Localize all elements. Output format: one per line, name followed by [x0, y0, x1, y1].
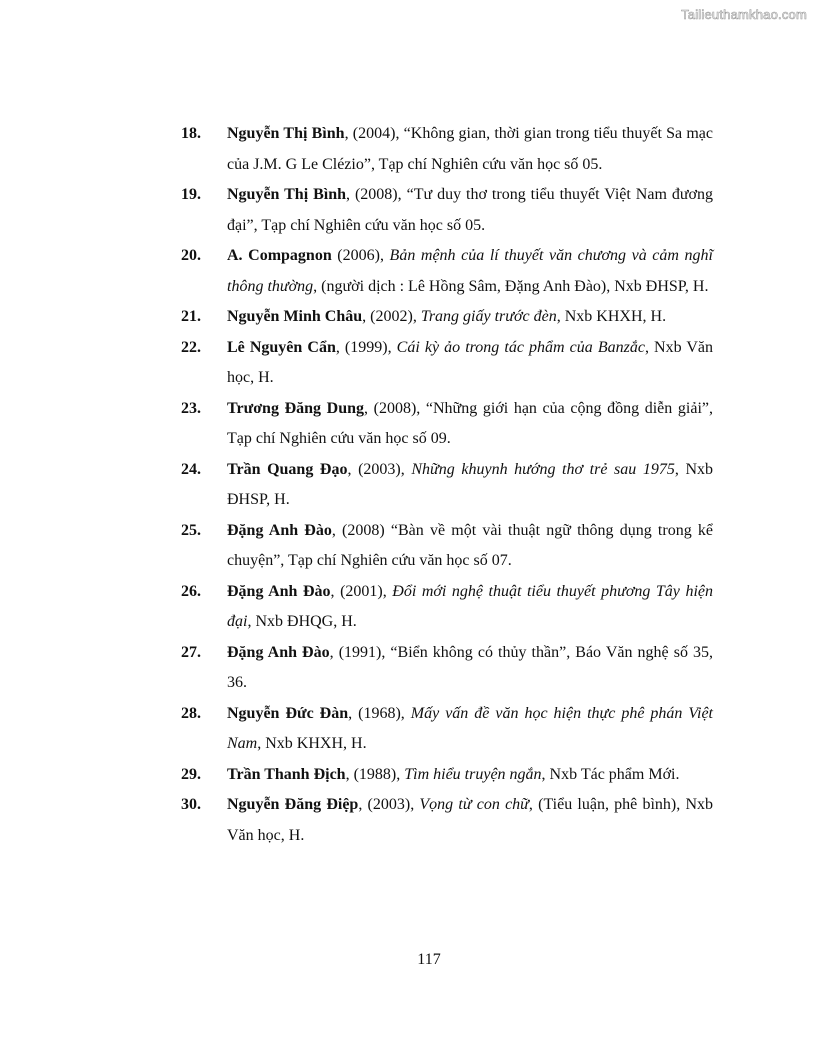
watermark: Tailieuthamkhao.com: [681, 7, 807, 22]
reference-item: [181, 302, 713, 333]
reference-text: (2006),: [331, 247, 390, 264]
reference-author: Nguyễn Minh Châu: [227, 308, 363, 325]
reference-number: 21.: [181, 308, 201, 325]
reference-number: 30.: [181, 796, 201, 813]
page-number: 117: [417, 951, 441, 968]
reference-text: , (2008), “Những giới hạn của cộng đồng diễn giải”, Tạp chí Nghiên cứu văn học số 09.: [227, 399, 713, 447]
reference-publisher: , Nxb KHXH, H.: [556, 308, 667, 325]
reference-publisher: , Nxb KHXH, H.: [257, 735, 367, 752]
reference-publisher: , Nxb ĐHQG, H.: [247, 613, 357, 630]
reference-author: Trần Thanh Địch: [227, 765, 346, 783]
reference-number: 26.: [181, 582, 201, 600]
reference-author: Trần Quang Đạo: [227, 460, 348, 478]
reference-author: Lê Nguyên Cẩn: [227, 338, 336, 356]
reference-author: Nguyễn Thị Bình: [227, 186, 347, 203]
reference-item: [181, 119, 713, 180]
reference-number: 24.: [181, 460, 201, 478]
reference-title: Những khuynh hướng thơ trẻ sau 1975: [411, 460, 675, 478]
reference-title: Cái kỳ ảo trong tác phẩm của Banzắc: [396, 338, 645, 356]
reference-item: [181, 241, 713, 302]
reference-text: , (1991), “Biển không có thủy thần”, Báo Văn nghệ số 35, 36.: [227, 643, 714, 691]
reference-item: [181, 577, 713, 638]
reference-number: 18.: [181, 125, 201, 142]
reference-item: [181, 790, 713, 851]
reference-author: Nguyễn Thị Bình: [227, 125, 345, 142]
reference-author: Đặng Anh Đào: [227, 521, 332, 539]
reference-title: Trang giấy trước đèn: [420, 308, 557, 325]
reference-publisher: , (người dịch : Lê Hồng Sâm, Đặng Anh Đào), Nxb ĐHSP, H.: [313, 277, 709, 295]
reference-author: Nguyễn Đăng Điệp: [227, 796, 359, 813]
reference-author: Trương Đăng Dung: [227, 399, 364, 417]
reference-author: Đặng Anh Đào: [227, 582, 331, 600]
reference-number: 19.: [181, 186, 201, 203]
reference-text: , (2004), “Không gian, thời gian trong tiểu thuyết Sa mạc của J.M. G Le Clézio”, Tạp chí Nghiên cứu văn học số 05.: [227, 125, 714, 173]
reference-text: , (1999),: [335, 338, 397, 356]
reference-title: Vọng từ con chữ: [419, 796, 529, 813]
reference-text: , (2003),: [347, 460, 412, 478]
reference-publisher: , Nxb Tác phẩm Mới.: [541, 765, 680, 783]
reference-item: [181, 455, 713, 516]
reference-text: , (2002),: [362, 308, 421, 325]
reference-item: [181, 516, 713, 577]
reference-text: , (2008), “Tư duy thơ trong tiểu thuyết Việt Nam đương đại”, Tạp chí Nghiên cứu văn học số 05.: [227, 186, 713, 234]
reference-author: A. Compagnon: [227, 247, 332, 264]
reference-number: 28.: [181, 704, 201, 722]
reference-item: [181, 394, 713, 455]
reference-item: [181, 638, 713, 699]
reference-number: 23.: [181, 399, 201, 417]
reference-number: 25.: [181, 521, 201, 539]
reference-author: Nguyễn Đức Đàn: [227, 704, 349, 722]
reference-publisher: , (Tiểu luận, phê bình), Nxb Văn học, H.: [227, 796, 714, 844]
reference-title: Bản mệnh của lí thuyết văn chương và cảm nghĩ thông thường: [227, 247, 713, 295]
reference-publisher: , Nxb ĐHSP, H.: [227, 460, 714, 508]
reference-author: Đặng Anh Đào: [227, 643, 330, 661]
reference-text: , (2008) “Bàn về một vài thuật ngữ thông dụng trong kể chuyện”, Tạp chí Nghiên cứu văn học số 07.: [227, 521, 713, 569]
reference-text: , (2003),: [358, 796, 420, 813]
reference-number: 29.: [181, 765, 201, 783]
reference-text: , (1988),: [345, 765, 405, 783]
reference-item: [181, 180, 713, 241]
reference-item: [181, 760, 713, 791]
reference-title: Mấy vấn đề văn học hiện thực phê phán Việt Nam: [227, 704, 713, 752]
reference-list: [181, 119, 713, 851]
reference-number: 22.: [181, 338, 201, 356]
reference-title: Đổi mới nghệ thuật tiểu thuyết phương Tây hiện đại: [227, 582, 713, 630]
reference-publisher: , Nxb Văn học, H.: [227, 338, 714, 386]
reference-item: [181, 699, 713, 760]
reference-number: 20.: [181, 247, 201, 264]
reference-item: [181, 333, 713, 394]
reference-title: Tìm hiểu truyện ngắn: [404, 765, 542, 783]
reference-text: , (2001),: [330, 582, 393, 600]
reference-text: , (1968),: [348, 704, 411, 722]
reference-number: 27.: [181, 643, 201, 661]
